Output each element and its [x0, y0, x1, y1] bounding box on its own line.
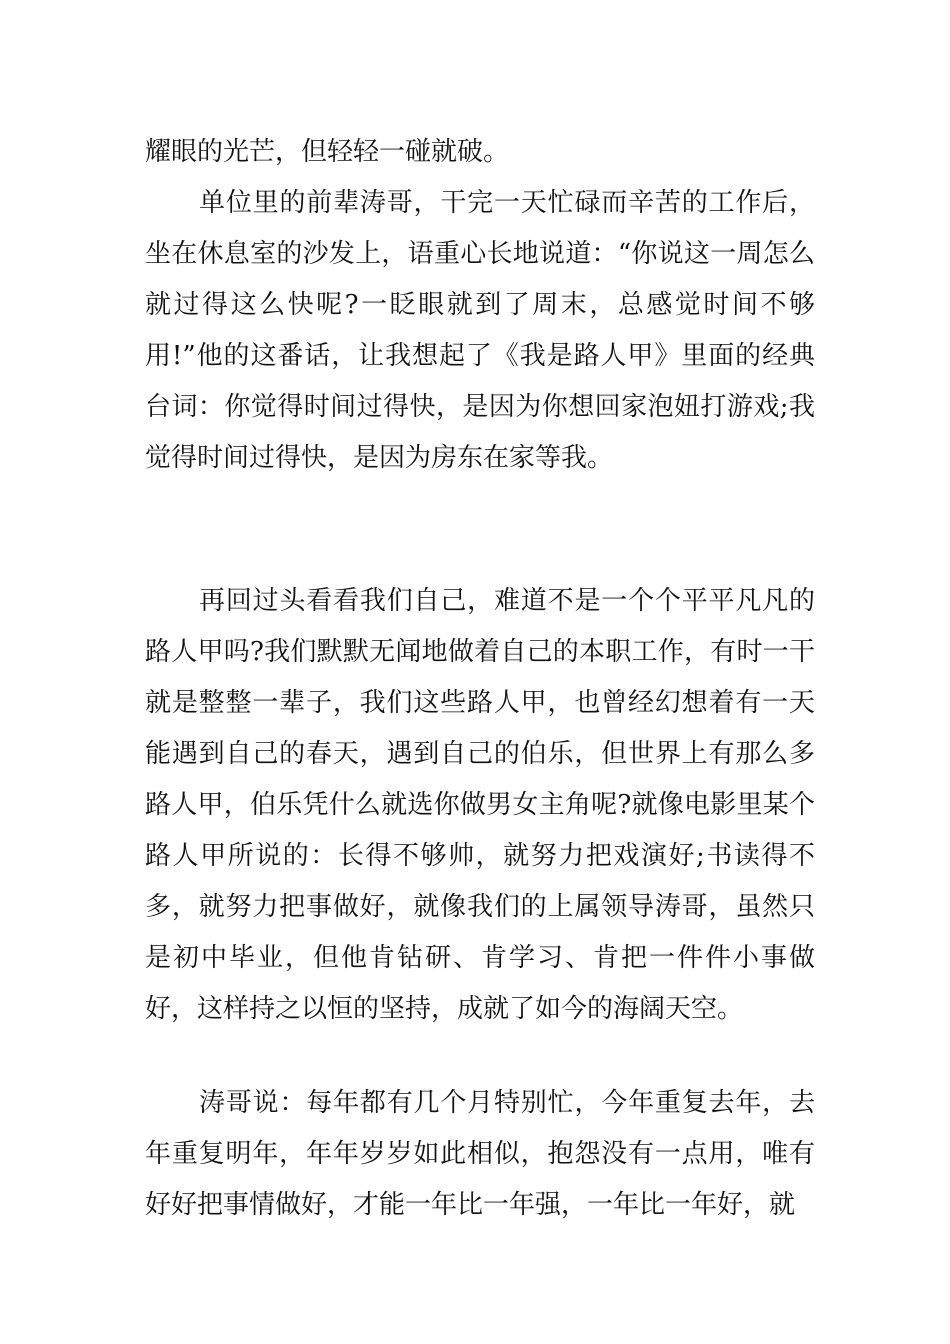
paragraph-taoge-says: 涛哥说：每年都有几个月特别忙，今年重复去年，去年重复明年，年年岁岁如此相似，抱怨没有一点用，唯有好好把事情做好，才能一年比一年强，一年比一年好，就 — [145, 1088, 815, 1220]
paragraph-senior-colleague: 单位里的前辈涛哥，干完一天忙碌而辛苦的工作后，坐在休息室的沙发上，语重心长地说道：“你说这一周怎么就过得这么快呢?一眨眼就到了周末，总感觉时间不够用!”他的这番话，让我想起了《我是路人甲》里面的经典台词：你觉得时间过得快，是因为你想回家泡妞打游戏;我觉得时间过得快，是因为房东在家等我。 — [145, 188, 815, 473]
paragraph-continuation: 耀眼的光芒，但轻轻一碰就破。 — [145, 137, 510, 167]
paragraph-ordinary-people: 再回过头看看我们自己，难道不是一个个平平凡凡的路人甲吗?我们默默无闻地做着自己的本职工作，有时一干就是整整一辈子，我们这些路人甲，也曾经幻想着有一天能遇到自己的春天，遇到自己的伯乐，但世界上有那么多路人甲，伯乐凭什么就选你做男女主角呢?就像电影里某个路人甲所说的：长得不够帅，就努力把戏演好;书读得不多，就努力把事做好，就像我们的上属领导涛哥，虽然只是初中毕业，但他肯钻研、肯学习、肯把一件件小事做好，这样持之以恒的坚持，成就了如今的海阔天空。 — [145, 586, 815, 1024]
